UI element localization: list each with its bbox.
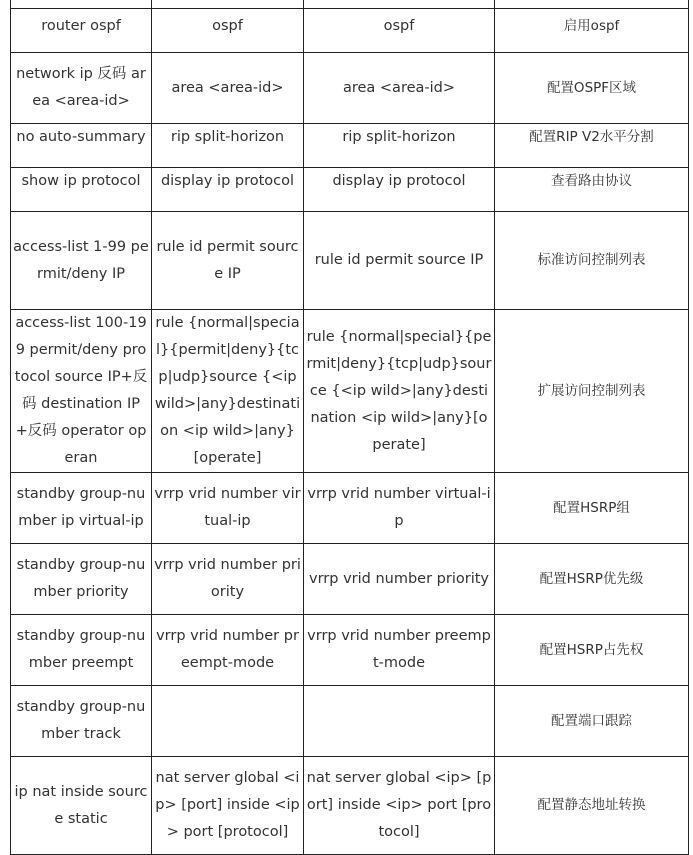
- cell-huawei-a: nat server global <ip> [port] inside <ip> port [protocol]: [152, 757, 304, 855]
- table-row: [11, 615, 689, 686]
- cell-cisco: ip nat inside source static: [11, 757, 152, 855]
- cell-cisco: [11, 0, 152, 9]
- cell-huawei-b: rip split-horizon: [304, 124, 495, 168]
- cell-desc: 启用ospf: [495, 9, 689, 53]
- cell-desc: 配置HSRP占先权: [495, 615, 689, 686]
- cell-huawei-a: rip split-horizon: [152, 124, 304, 168]
- cell-huawei-a: ospf: [152, 9, 304, 53]
- cell-huawei-b: area <area-id>: [304, 53, 495, 124]
- cell-huawei-b: [304, 0, 495, 9]
- cell-huawei-a: vrrp vrid number preempt-mode: [152, 615, 304, 686]
- cell-huawei-b: vrrp vrid number priority: [304, 544, 495, 615]
- table-row: [11, 212, 689, 310]
- cell-huawei-a: [152, 686, 304, 757]
- table-row: [11, 473, 689, 544]
- command-table: [10, 0, 689, 855]
- table-row: [11, 757, 689, 855]
- cell-cisco: standby group-number track: [11, 686, 152, 757]
- cell-cisco: access-list 100-199 permit/deny protocol source IP+反码 destination IP+反码 operator operan: [11, 310, 152, 473]
- cell-cisco: no auto-summary: [11, 124, 152, 168]
- cell-huawei-b: ospf: [304, 9, 495, 53]
- cell-huawei-a: display ip protocol: [152, 168, 304, 212]
- cell-cisco: network ip 反码 area <area-id>: [11, 53, 152, 124]
- cell-desc: 配置静态地址转换: [495, 757, 689, 855]
- cell-desc: [495, 0, 689, 9]
- table-row: [11, 53, 689, 124]
- cell-huawei-a: rule {normal|special}{permit|deny}{tcp|udp}source {<ip wild>|any}destination <ip wild>|any}[operate]: [152, 310, 304, 473]
- cell-desc: 配置HSRP优先级: [495, 544, 689, 615]
- cell-huawei-b: rule {normal|special}{permit|deny}{tcp|udp}source {<ip wild>|any}destination <ip wild>|any}[operate]: [304, 310, 495, 473]
- cell-huawei-b: rule id permit source IP: [304, 212, 495, 310]
- table-row: [11, 9, 689, 53]
- cell-cisco: router ospf: [11, 9, 152, 53]
- cell-cisco: show ip protocol: [11, 168, 152, 212]
- cell-desc: 配置RIP V2水平分割: [495, 124, 689, 168]
- table-row: [11, 168, 689, 212]
- table-row: [11, 686, 689, 757]
- cell-desc: 配置HSRP组: [495, 473, 689, 544]
- cell-huawei-b: nat server global <ip> [port] inside <ip> port [protocol]: [304, 757, 495, 855]
- cell-cisco: access-list 1-99 permit/deny IP: [11, 212, 152, 310]
- cell-huawei-a: [152, 0, 304, 9]
- cell-huawei-a: rule id permit source IP: [152, 212, 304, 310]
- cell-desc: 标准访问控制列表: [495, 212, 689, 310]
- cell-huawei-b: vrrp vrid number preempt-mode: [304, 615, 495, 686]
- table-row: [11, 0, 689, 9]
- cell-huawei-a: area <area-id>: [152, 53, 304, 124]
- table-row: [11, 124, 689, 168]
- cell-desc: 扩展访问控制列表: [495, 310, 689, 473]
- cell-desc: 查看路由协议: [495, 168, 689, 212]
- table-row: [11, 544, 689, 615]
- cell-desc: 配置OSPF区域: [495, 53, 689, 124]
- cell-huawei-b: [304, 686, 495, 757]
- cell-huawei-b: vrrp vrid number virtual-ip: [304, 473, 495, 544]
- table-row: [11, 310, 689, 473]
- cell-huawei-a: vrrp vrid number priority: [152, 544, 304, 615]
- cell-huawei-b: display ip protocol: [304, 168, 495, 212]
- cell-desc: 配置端口跟踪: [495, 686, 689, 757]
- cell-cisco: standby group-number preempt: [11, 615, 152, 686]
- cell-huawei-a: vrrp vrid number virtual-ip: [152, 473, 304, 544]
- cell-cisco: standby group-number priority: [11, 544, 152, 615]
- cell-cisco: standby group-number ip virtual-ip: [11, 473, 152, 544]
